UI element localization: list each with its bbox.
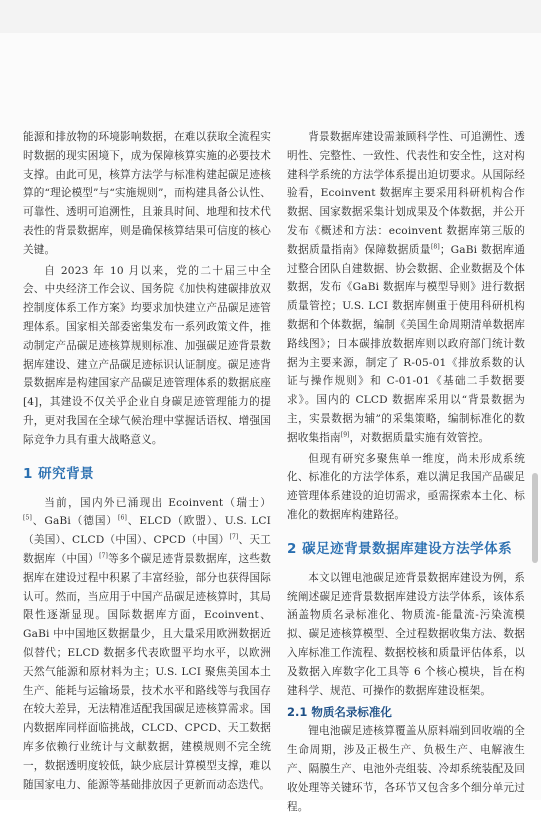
citation: [5] [23,514,32,522]
paragraph [23,494,271,795]
text-run: 、ELCD（欧盟）、U.S. LCI（美国）、CLCD（中国）、CPCD（中国） [23,515,271,547]
text-run: ；GaBi 数据库通过整合团队自建数据、协会数据、企业数据及个体数据，发布《GaBi 数据库与模型导则》进行数据质量管控；U.S. LCI 数据库侧重于使用科研机构数据和个体数据，编制《美国生命周期清单数据库路线图》；日本碳排放数据库则以政府部门统计数据为主要来源，制定了 R-05-01《排放系数的认证与操作规则》和 C-01-01《基础二手数据要求》。国内的 CLCD 数据库采用以“背景数据为主，实景数据为辅”的采集策略，编制标准化的数据收集指南 [287,243,525,444]
section-heading-2: 2 碳足迹背景数据库建设方法学体系 [287,540,513,557]
citation: [9] [340,431,350,439]
citation: [8] [430,243,440,251]
section-heading-1: 1 研究背景 [23,465,95,482]
text-run: 等多个碳足迹背景数据库，这些数据库在建设过程中积累了丰富经验，部分也获得国际认可。然而，当应用于中国产品碳足迹核算时，其局限性逐渐显现。国际数据库方面，Ecoinvent、GaBi 中中国地区数据量少，且大量采用欧洲数据近似替代；ELCD 数据多代表欧盟平均水平，以欧洲天然气能源和原材料为主；U.S. LCI 聚焦美国本土生产、能耗与运输场景，技术水平和路线等与我国存在较大差异，无法精准适配我国碳足迹核算需求。国内数据库同样面临挑战，CLCD、CPCD、天工数据库多依赖行业统计与文献数据，建模规则不完全统一，数据透明度较低，缺少底层计算模型支撑，难以随国家电力、能源等基础排放因子更新而动态迭代。 [23,552,271,791]
right-column [287,128,525,818]
text-run: 背景数据库建设需兼顾科学性、可追溯性、透明性、完整性、一致性、代表性和安全性，这对构建科学系统的方法学体系提出迫切要求。从国际经验看，Ecoinvent 数据库主要采用科研机构合作数据、国家数据采集计划成果及个体数据，并公开发布《概述和方法：ecoinvent 数据库第三版的数据质量指南》保障数据质量 [287,131,525,256]
top-bar [0,0,541,34]
paragraph: 自 2023 年 10 月以来，党的二十届三中全会、中央经济工作会议、国务院《加快构建碳排放双控制度体系工作方案》均要求加快建立产品碳足迹管理体系。国家相关部委密集发布一系列政策文件，推动制定产品碳足迹核算规则标准、加强碳足迹背景数据库建设、建立产品碳足迹标识认证制度。碳足迹背景数据库是构建国家产品碳足迹管理体系的数据底座[4]，其建设不仅关乎企业自身碳足迹管理能力的提升，更对我国在全球气候治理中掌握话语权、增强国际竞争力具有重大战略意义。 [23,264,271,446]
paragraph: 锂电池碳足迹核算覆盖从原料端到回收端的全生命周期，涉及正极生产、负极生产、电解液生产、隔膜生产、电池外壳组装、冷却系统装配及回收处理等关键环节，各环节又包含多个细分单元过程。 [287,725,525,813]
scrollbar[interactable] [532,473,538,563]
left-column [23,128,271,796]
text-run: 、GaBi（德国） [31,515,119,528]
paragraph [287,128,525,448]
paragraph: 本文以锂电池碳足迹背景数据库建设为例，系统阐述碳足迹背景数据库建设方法学体系，该体系涵盖物质名录标准化、物质流-能量流-污染流模拟、碳足迹核算模型、全过程数据收集方法、数据入库标准工作流程、数据校核和质量评估体系，以及数据入库数字化工具等 6 个核心模块，旨在构建科学、规范、可操作的数据库建设框架。 [287,571,525,697]
paragraph: 能源和排放物的环境影响数据，在难以获取全流程实时数据的现实困境下，成为保障核算实施的必要技术支撑。由此可见，核算方法学与标准构建起碳足迹核算的“理论模型”与“实施规则”，而构建具备公认性、可靠性、透明可追溯性，且兼具时间、地理和技术代表性的背景数据库，则是确保核算结果可信度的核心关键。 [23,131,271,256]
paragraph: 但现有研究多聚焦单一维度，尚未形成系统化、标准化的方法学体系，难以满足我国产品碳足迹管理体系建设的迫切需求，亟需探索本土化、标准化的数据库构建路径。 [287,452,525,521]
text-run: 、天工数据库（中国） [23,534,271,565]
citation: [6] [118,514,127,522]
citation: [7] [229,533,239,541]
subsection-heading: 2.1 物质名录标准化 [287,705,392,720]
text-run: 当前，国内外已涌现出 Ecoinvent（瑞士） [44,496,271,509]
document-page [0,33,541,813]
text-run: ，对数据质量实施有效管控。 [349,431,490,444]
citation: [7] [99,552,109,560]
